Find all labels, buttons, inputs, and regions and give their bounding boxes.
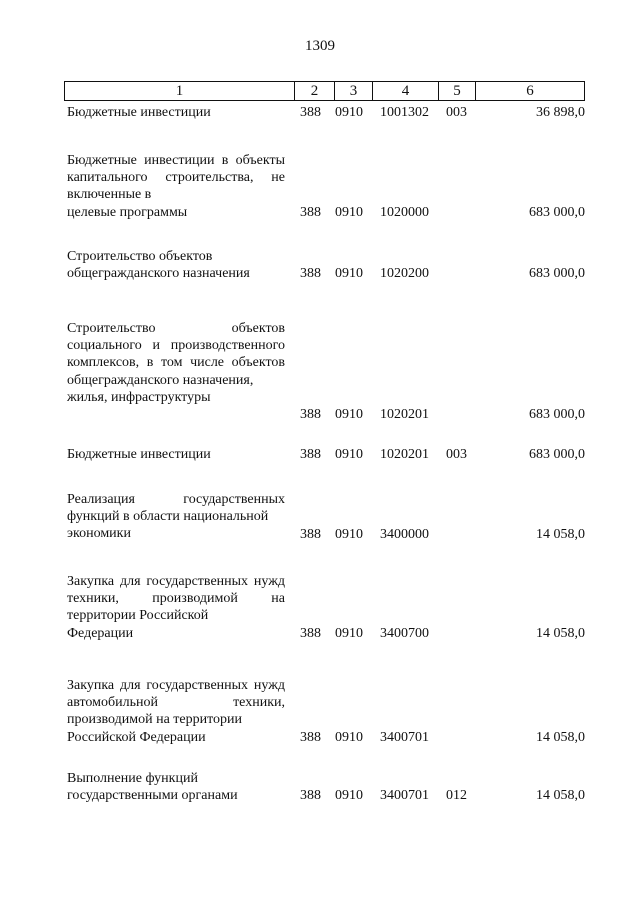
cell-c4: 3400701 bbox=[380, 788, 429, 804]
row-name bbox=[67, 491, 285, 543]
row-name-line: социального и bbox=[67, 338, 161, 354]
row-name-line: Закупка для государственных bbox=[67, 574, 249, 589]
cell-c3: 0910 bbox=[335, 729, 363, 745]
table-row bbox=[67, 677, 585, 746]
header-col-3: 3 bbox=[335, 82, 373, 100]
cell-c6: 683 000,0 bbox=[529, 447, 585, 463]
table-row bbox=[67, 770, 585, 804]
cell-c3: 0910 bbox=[335, 204, 363, 220]
cell-c4: 1020000 bbox=[380, 204, 429, 220]
table-row bbox=[67, 104, 585, 121]
table-row bbox=[67, 248, 585, 282]
cell-c6: 683 000,0 bbox=[529, 266, 585, 282]
cell-c2: 388 bbox=[300, 447, 321, 463]
row-name-line: целевые программы bbox=[67, 204, 188, 220]
table-row bbox=[67, 320, 585, 423]
cell-c4: 3400000 bbox=[380, 526, 429, 542]
row-name-line: Строительство объектов bbox=[67, 321, 285, 336]
row-name-line: Российской Федерации bbox=[67, 729, 206, 745]
row-name-line: экономики bbox=[67, 526, 131, 542]
row-name-line: территории Российской bbox=[67, 608, 209, 624]
cell-c4: 1020200 bbox=[380, 266, 429, 282]
cell-c4: 3400701 bbox=[380, 729, 429, 745]
cell-c6: 683 000,0 bbox=[529, 204, 585, 220]
cell-c6: 14 058,0 bbox=[536, 788, 585, 804]
row-name-line: Закупка для государственных bbox=[67, 678, 249, 693]
cell-c2: 388 bbox=[300, 729, 321, 745]
cell-c6: 14 058,0 bbox=[536, 526, 585, 542]
header-col-5: 5 bbox=[439, 82, 476, 100]
row-name-line: Строительство объектов bbox=[67, 249, 213, 264]
header-col-2: 2 bbox=[295, 82, 335, 100]
cell-c3: 0910 bbox=[335, 625, 363, 641]
cell-c2: 388 bbox=[300, 204, 321, 220]
table-header bbox=[64, 81, 585, 101]
row-name bbox=[67, 573, 285, 642]
row-name-line: функций в области национальной bbox=[67, 509, 269, 525]
cell-c2: 388 bbox=[300, 105, 321, 121]
row-name-line: Выполнение функций bbox=[67, 771, 198, 786]
cell-c5: 003 bbox=[446, 105, 467, 121]
row-name bbox=[67, 104, 285, 121]
row-name-line: государственными органами bbox=[67, 788, 238, 804]
row-name bbox=[67, 320, 285, 406]
row-name bbox=[67, 446, 285, 463]
row-name-line: производственного комплексов, в bbox=[67, 338, 285, 371]
cell-c2: 388 bbox=[300, 788, 321, 804]
cell-c2: 388 bbox=[300, 266, 321, 282]
table-row bbox=[67, 491, 585, 543]
row-name-line: Бюджетные инвестиции bbox=[67, 447, 211, 462]
cell-c3: 0910 bbox=[335, 266, 363, 282]
cell-c3: 0910 bbox=[335, 526, 363, 542]
row-name-line: объекты капитального bbox=[67, 153, 285, 186]
row-name-line: том числе объектов bbox=[160, 355, 285, 371]
cell-c3: 0910 bbox=[335, 788, 363, 804]
row-name-line: нужд автомобильной техники, bbox=[67, 678, 285, 711]
row-name-line: нужд техники, производимой на bbox=[67, 574, 285, 607]
row-name-line: строительства, не включенные в bbox=[67, 170, 285, 203]
row-name-line: Реализация государственных bbox=[67, 492, 285, 507]
page-number: 1309 bbox=[305, 38, 335, 54]
cell-c3: 0910 bbox=[335, 447, 363, 463]
cell-c2: 388 bbox=[300, 625, 321, 641]
header-col-4: 4 bbox=[373, 82, 439, 100]
header-col-6: 6 bbox=[526, 83, 534, 99]
cell-c3: 0910 bbox=[335, 105, 363, 121]
cell-c4: 3400700 bbox=[380, 625, 429, 641]
cell-c6: 14 058,0 bbox=[536, 729, 585, 745]
row-name-line: общегражданского назначения bbox=[67, 266, 250, 282]
row-name-line: Бюджетные инвестиции в bbox=[67, 153, 229, 168]
cell-c5: 012 bbox=[446, 788, 467, 804]
table-row bbox=[67, 446, 585, 463]
row-name bbox=[67, 248, 285, 282]
cell-c5: 003 bbox=[446, 447, 467, 463]
row-name-line: общегражданского назначения, bbox=[67, 372, 254, 388]
row-name bbox=[67, 770, 285, 804]
row-name-line: производимой на территории bbox=[67, 712, 243, 728]
row-name bbox=[67, 677, 285, 746]
cell-c3: 0910 bbox=[335, 407, 363, 423]
header-col-1: 1 bbox=[65, 82, 295, 100]
table-row bbox=[67, 573, 585, 642]
cell-c6: 14 058,0 bbox=[536, 625, 585, 641]
row-name-line: Бюджетные инвестиции bbox=[67, 105, 211, 120]
cell-c6: 36 898,0 bbox=[536, 105, 585, 121]
cell-c6: 683 000,0 bbox=[529, 407, 585, 423]
cell-c4: 1001302 bbox=[380, 105, 429, 121]
row-name bbox=[67, 152, 285, 221]
row-name-line: Федерации bbox=[67, 625, 134, 641]
cell-c4: 1020201 bbox=[380, 447, 429, 463]
table-row bbox=[67, 152, 585, 221]
cell-c4: 1020201 bbox=[380, 407, 429, 423]
row-name-line: жилья, инфраструктуры bbox=[67, 389, 211, 405]
cell-c2: 388 bbox=[300, 526, 321, 542]
cell-c2: 388 bbox=[300, 407, 321, 423]
